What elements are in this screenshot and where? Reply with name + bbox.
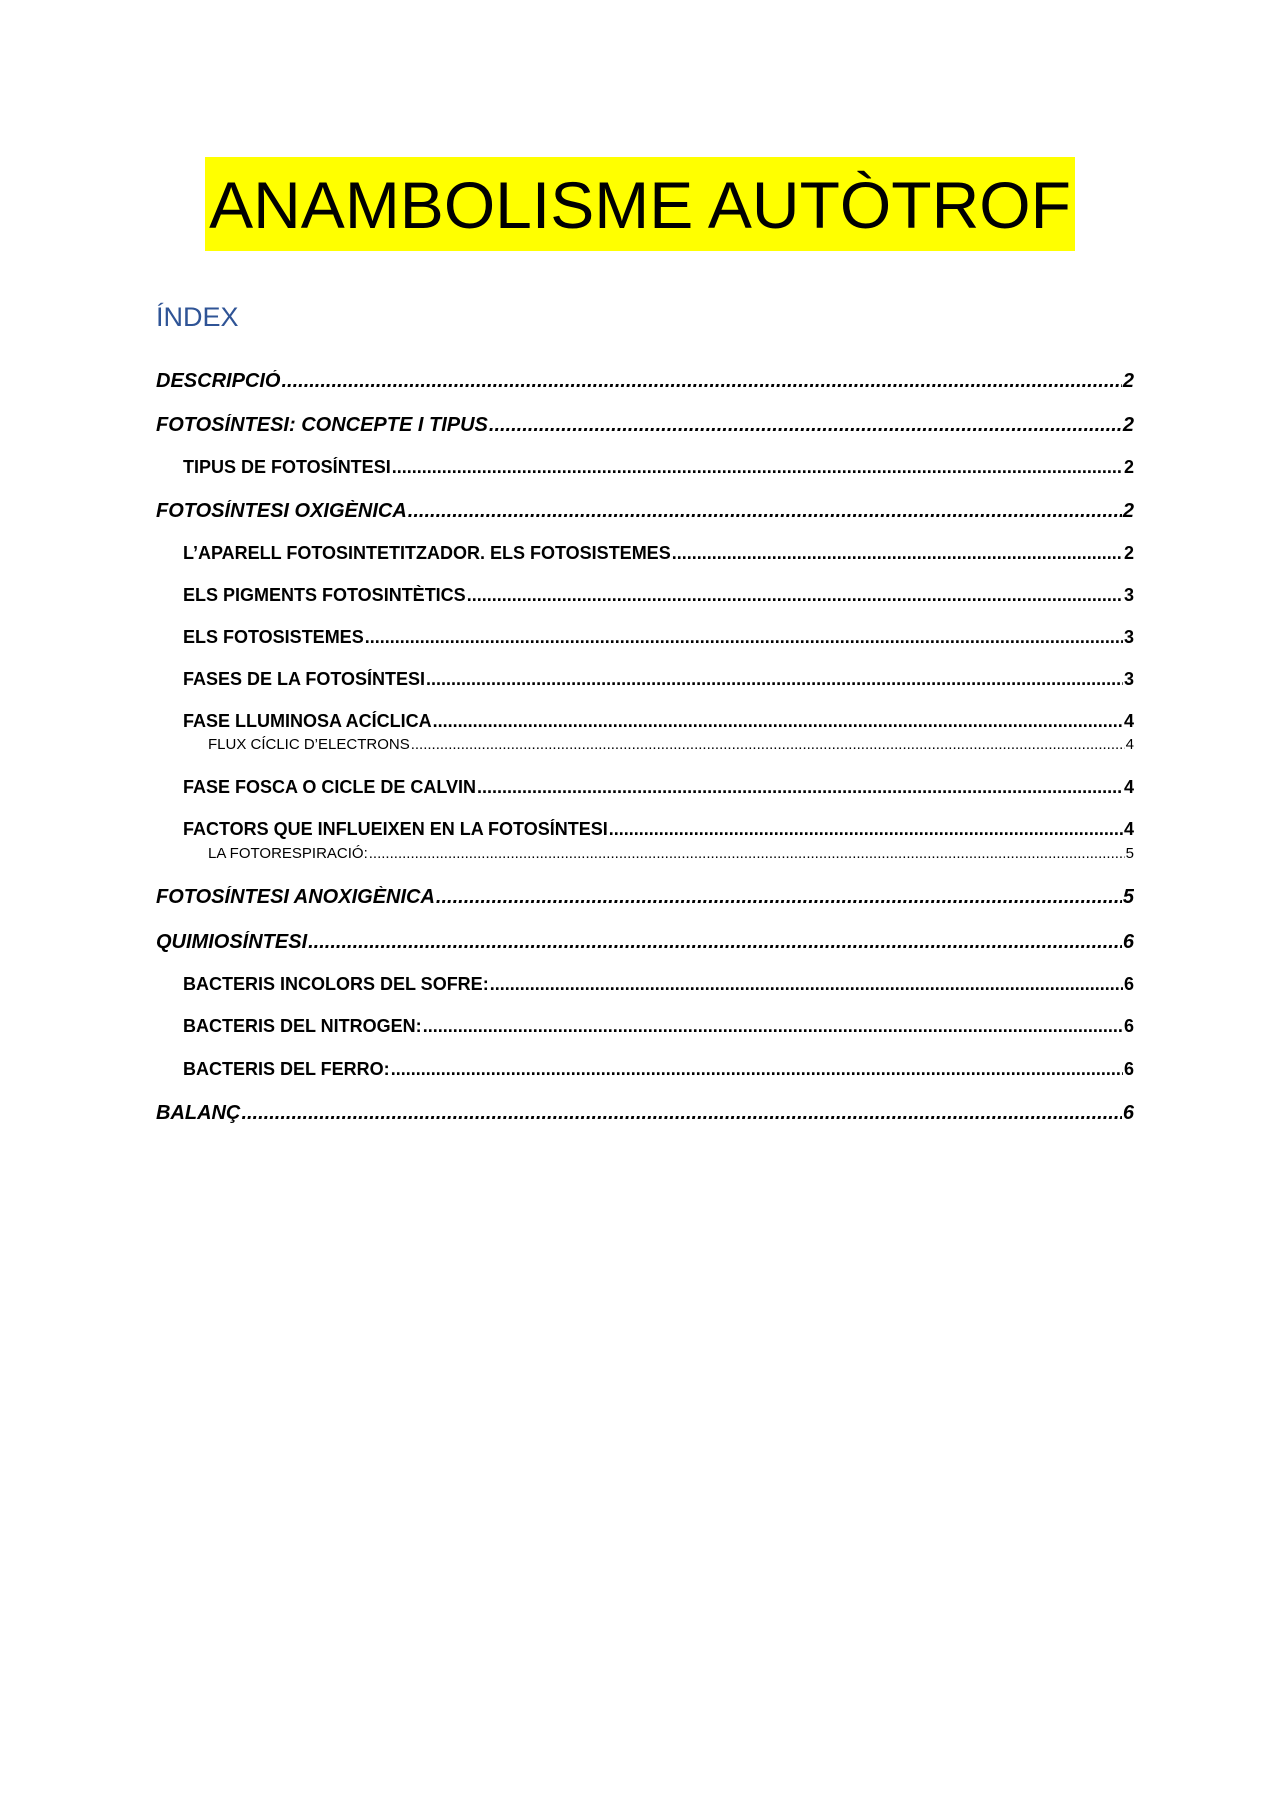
- toc-entry-page-number: 6: [1123, 1059, 1134, 1079]
- toc-entry-page-number: 4: [1125, 736, 1134, 753]
- toc-entry-page-number: 6: [1122, 931, 1134, 953]
- toc-entry[interactable]: [183, 669, 1134, 690]
- toc-entry[interactable]: [156, 500, 1134, 523]
- toc-entry-page-number: 4: [1123, 711, 1134, 731]
- toc-entry[interactable]: [183, 1059, 1134, 1080]
- toc-entry-page-number: 2: [1123, 543, 1134, 563]
- toc-entry-label: TIPUS DE FOTOSÍNTESI: [183, 457, 391, 477]
- toc-leader-dots: [408, 500, 1122, 523]
- toc-entry-page-number: 3: [1123, 669, 1134, 689]
- toc-entry-label: BACTERIS DEL NITROGEN:: [183, 1016, 422, 1036]
- toc-leader-dots: [436, 886, 1122, 909]
- toc-leader-dots: [241, 1102, 1121, 1125]
- toc-leader-dots: [281, 370, 1121, 393]
- toc-leader-dots: [609, 819, 1123, 840]
- toc-entry-page-number: 2: [1122, 370, 1134, 392]
- toc-leader-dots: [392, 457, 1123, 478]
- toc-entry[interactable]: [183, 1016, 1134, 1037]
- toc-leader-dots: [391, 1059, 1123, 1080]
- toc-entry[interactable]: [183, 585, 1134, 606]
- toc-entry-label: L’APARELL FOTOSINTETITZADOR. ELS FOTOSISTEMES: [183, 543, 671, 563]
- toc-entry-label: FLUX CÍCLIC D’ELECTRONS: [208, 736, 410, 753]
- toc-entry-label: FOTOSÍNTESI: CONCEPTE I TIPUS: [156, 414, 488, 436]
- toc-entry-label: FASE FOSCA O CICLE DE CALVIN: [183, 777, 477, 797]
- toc-entry-page-number: 5: [1122, 886, 1134, 908]
- toc-leader-dots: [365, 627, 1123, 648]
- toc-entry[interactable]: [183, 711, 1134, 732]
- toc-leader-dots: [489, 414, 1122, 437]
- toc-entry[interactable]: [156, 414, 1134, 437]
- toc-entry[interactable]: [183, 457, 1134, 478]
- toc-entry-label: FACTORS QUE INFLUEIXEN EN LA FOTOSÍNTESI: [183, 819, 608, 839]
- toc-leader-dots: [467, 585, 1123, 606]
- toc-entry-page-number: 2: [1122, 414, 1134, 436]
- toc-heading: ÍNDEX: [156, 302, 239, 332]
- toc-entry-page-number: 4: [1123, 819, 1134, 839]
- toc-entry[interactable]: [183, 627, 1134, 648]
- toc-entry-label: DESCRIPCIÓ: [156, 370, 281, 392]
- toc-entry-label: BACTERIS INCOLORS DEL SOFRE:: [183, 974, 489, 994]
- toc-entry-label: ELS FOTOSISTEMES: [183, 627, 364, 647]
- toc-entry-page-number: 6: [1123, 974, 1134, 994]
- toc-entry[interactable]: [208, 845, 1134, 862]
- toc-entry[interactable]: [183, 819, 1134, 840]
- toc-leader-dots: [433, 711, 1123, 732]
- toc-entry-page-number: 4: [1123, 777, 1134, 797]
- toc-entry[interactable]: [156, 886, 1134, 909]
- toc-entry-label: ELS PIGMENTS FOTOSINTÈTICS: [183, 585, 466, 605]
- toc-entry-label: BALANÇ: [156, 1102, 241, 1124]
- toc-leader-dots: [426, 669, 1123, 690]
- toc-entry-label: FASE LLUMINOSA ACÍCLICA: [183, 711, 432, 731]
- toc-entry-page-number: 3: [1123, 627, 1134, 647]
- toc-entry-label: FOTOSÍNTESI ANOXIGÈNICA: [156, 886, 435, 908]
- toc-leader-dots: [423, 1016, 1123, 1037]
- toc-entry-label: BACTERIS DEL FERRO:: [183, 1059, 390, 1079]
- toc-entry-label: FOTOSÍNTESI OXIGÈNICA: [156, 500, 407, 522]
- toc-leader-dots: [369, 845, 1125, 862]
- toc-entry-page-number: 6: [1123, 1016, 1134, 1036]
- title-container: [0, 157, 1280, 251]
- toc-entry[interactable]: [183, 543, 1134, 564]
- toc-entry-page-number: 2: [1122, 500, 1134, 522]
- toc-leader-dots: [477, 777, 1123, 798]
- toc-entry[interactable]: [183, 777, 1134, 798]
- toc-entry[interactable]: [156, 370, 1134, 393]
- toc-entry-page-number: 6: [1122, 1102, 1134, 1124]
- toc-entry-page-number: 3: [1123, 585, 1134, 605]
- toc-entry[interactable]: [156, 1102, 1134, 1125]
- toc-entry[interactable]: [183, 974, 1134, 995]
- toc-leader-dots: [308, 931, 1122, 954]
- toc-entry-label: LA FOTORESPIRACIÓ:: [208, 845, 368, 862]
- toc-entry-label: QUIMIOSÍNTESI: [156, 931, 308, 953]
- document-title: ANAMBOLISME AUTÒTROF: [205, 157, 1075, 251]
- toc-entry-page-number: 2: [1123, 457, 1134, 477]
- toc-entry-label: FASES DE LA FOTOSÍNTESI: [183, 669, 426, 689]
- toc-leader-dots: [672, 543, 1123, 564]
- toc-entry-page-number: 5: [1125, 845, 1134, 862]
- toc-entry[interactable]: [208, 736, 1134, 753]
- toc-leader-dots: [490, 974, 1123, 995]
- toc-entry[interactable]: [156, 931, 1134, 954]
- toc-leader-dots: [411, 736, 1125, 753]
